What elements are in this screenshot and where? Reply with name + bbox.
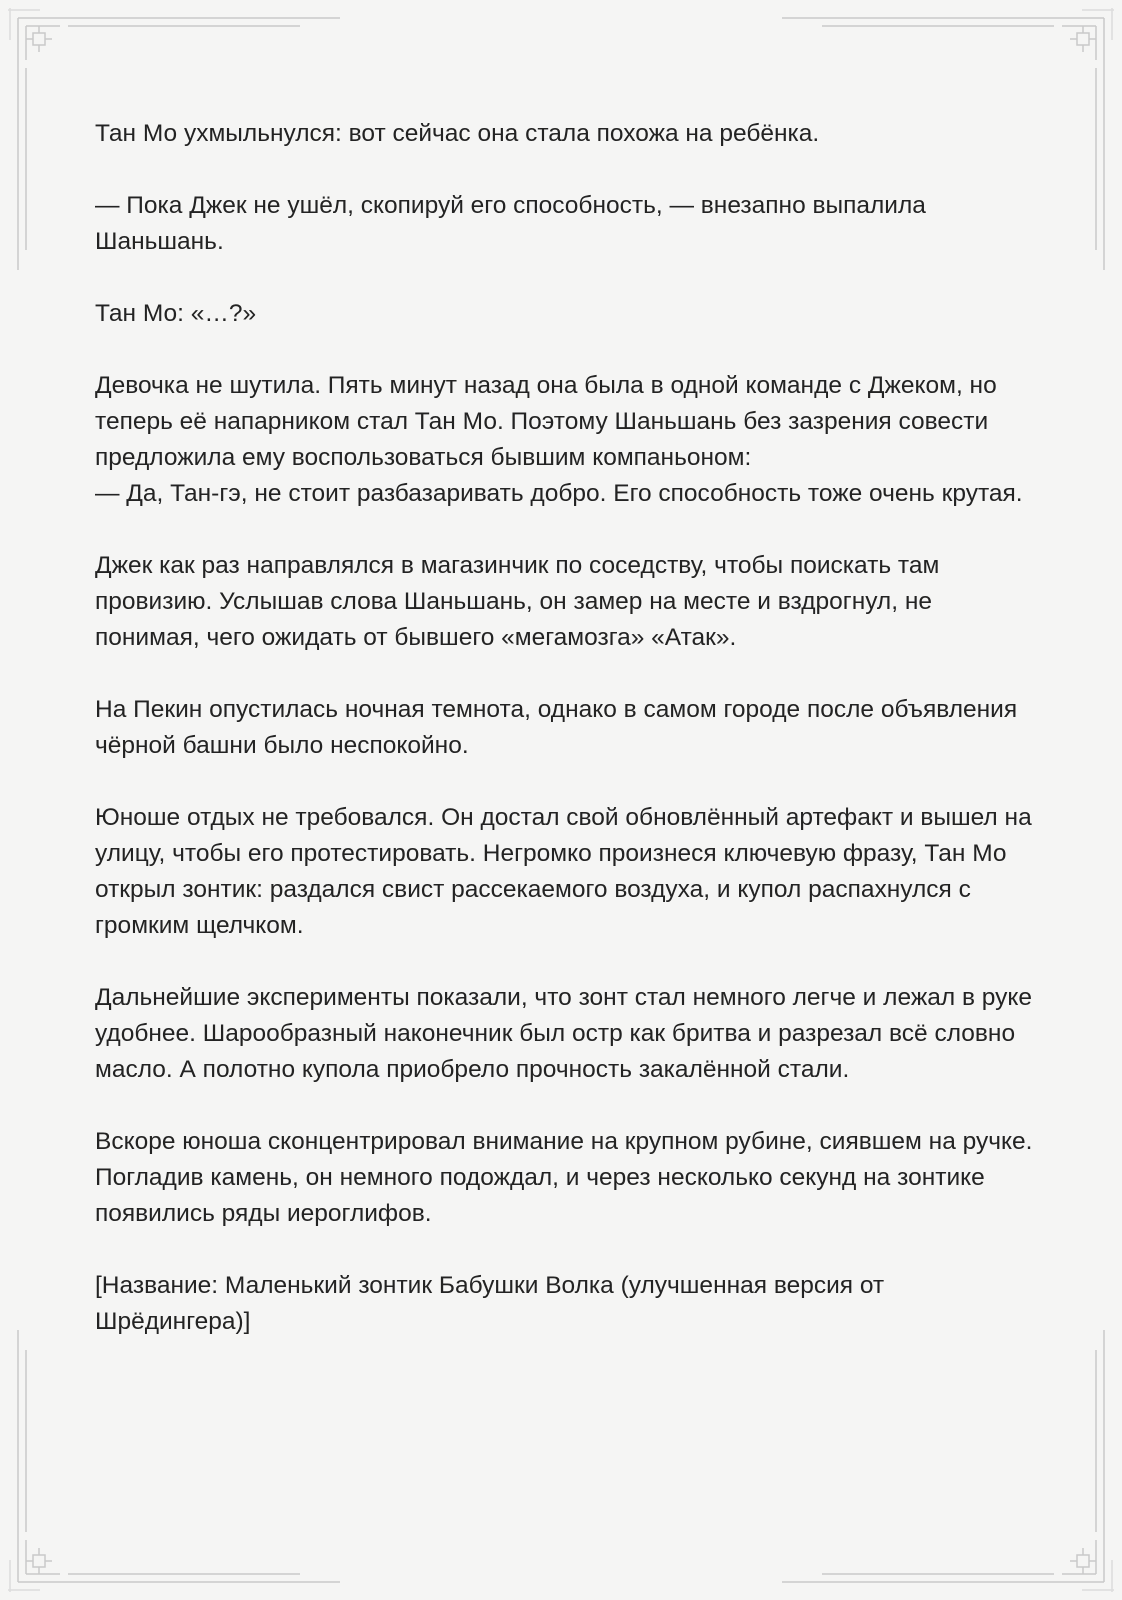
paragraph: Вскоре юноша сконцентрировал внимание на крупном рубине, сиявшем на ручке. Погладив камень, он немного подождал, и через несколько секунд на зонтике появились ряды иероглифов. — [95, 1128, 1033, 1227]
paragraph: — Да, Тан-гэ, не стоит разбазаривать добро. Его способность тоже очень крутая. — [95, 480, 1023, 507]
document-body — [95, 116, 1035, 1376]
paragraph: Тан Мо ухмыльнулся: вот сейчас она стала похожа на ребёнка. — [95, 120, 820, 147]
paragraph: Юноше отдых не требовался. Он достал свой обновлённый артефакт и вышел на улицу, чтобы его протестировать. Негромко произнеся ключевую фразу, Тан Мо открыл зонтик: раздался свист рассекаемого воздуха, и купол распахнулся с громким щелчком. — [95, 804, 1032, 939]
paragraph: Дальнейшие эксперименты показали, что зонт стал немного легче и лежал в руке удобнее. Шарообразный наконечник был остр как бритва и разрезал всё словно масло. А полотно купола приобрело прочность закалённой стали. — [95, 984, 1032, 1083]
paragraph: Тан Мо: «…?» — [95, 300, 257, 327]
paragraph: — Пока Джек не ушёл, скопируй его способность, — внезапно выпалила Шаньшань. — [95, 192, 926, 255]
paragraph: На Пекин опустилась ночная темнота, однако в самом городе после объявления чёрной башни было неспокойно. — [95, 696, 1018, 759]
paragraph: [Название: Маленький зонтик Бабушки Волка (улучшенная версия от Шрёдингера)] — [95, 1272, 885, 1335]
paragraph: Джек как раз направлялся в магазинчик по соседству, чтобы поискать там провизию. Услышав слова Шаньшань, он замер на месте и вздрогнул, не понимая, чего ожидать от бывшего «мегамозга» «Атак». — [95, 552, 940, 651]
paragraph: Девочка не шутила. Пять минут назад она была в одной команде с Джеком, но теперь её напарником стал Тан Мо. Поэтому Шаньшань без зазрения совести предложила ему воспользоваться бывшим компаньоном: — [95, 372, 997, 471]
